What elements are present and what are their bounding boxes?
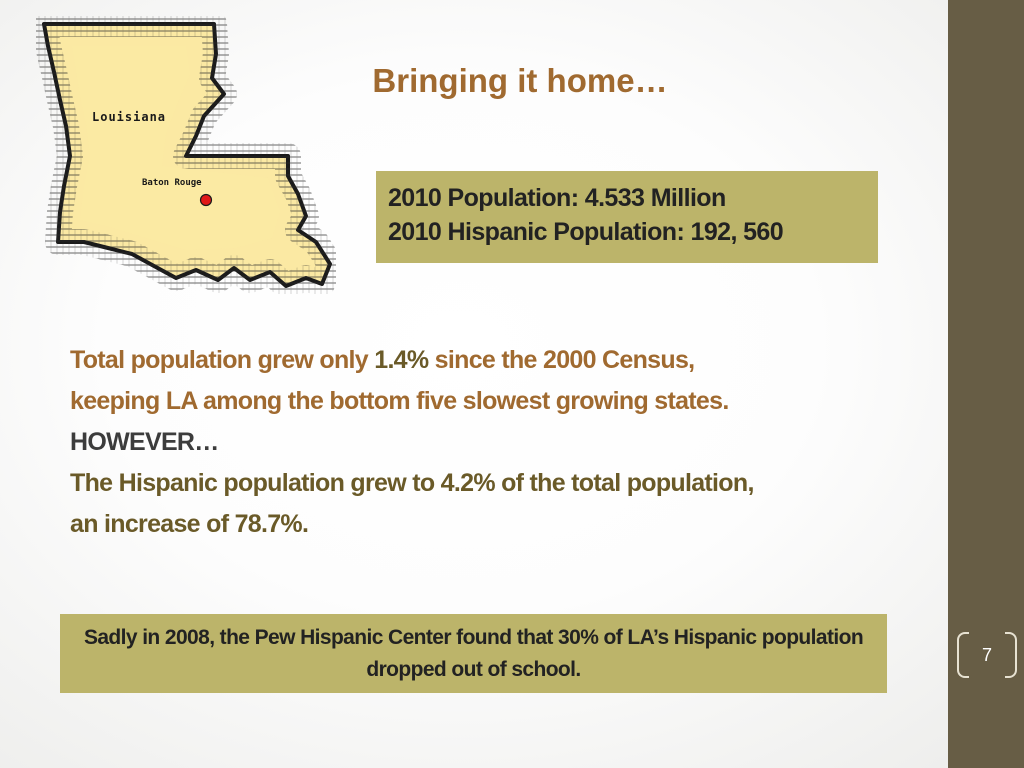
body-line-5: an increase of 78.7%.: [70, 510, 309, 538]
growth-percent-highlight: 1.4%: [374, 346, 429, 374]
however-heading: HOWEVER…: [70, 428, 219, 456]
louisiana-map-icon: [36, 16, 336, 294]
population-box: [376, 171, 878, 263]
body-line-1-end: since the 2000 Census,: [428, 346, 695, 374]
map-city-label: Baton Rouge: [142, 178, 202, 188]
right-brace-icon: [1005, 632, 1017, 678]
baton-rouge-marker-icon: [201, 195, 212, 206]
page-number-value: 7: [981, 645, 992, 665]
population-hispanic: 2010 Hispanic Population: 192, 560: [388, 218, 784, 246]
body-line-1: [70, 340, 920, 381]
dropout-callout-box: [60, 614, 887, 693]
body-text: [70, 340, 920, 545]
slide-title: Bringing it home…: [372, 62, 668, 99]
louisiana-map-image: [36, 16, 336, 294]
population-total: 2010 Population: 4.533 Million: [388, 184, 726, 212]
body-line-2: keeping LA among the bottom five slowest growing states.: [70, 387, 729, 415]
dropout-callout-text: Sadly in 2008, the Pew Hispanic Center found that 30% of LA’s Hispanic population dropped out of school.: [83, 626, 864, 681]
body-line-4: The Hispanic population grew to 4.2% of the total population,: [70, 469, 754, 497]
body-line-1-start: Total population grew only: [70, 346, 375, 374]
page-number: [957, 632, 1017, 678]
map-state-label: Louisiana: [92, 110, 167, 124]
left-brace-icon: [957, 632, 969, 678]
